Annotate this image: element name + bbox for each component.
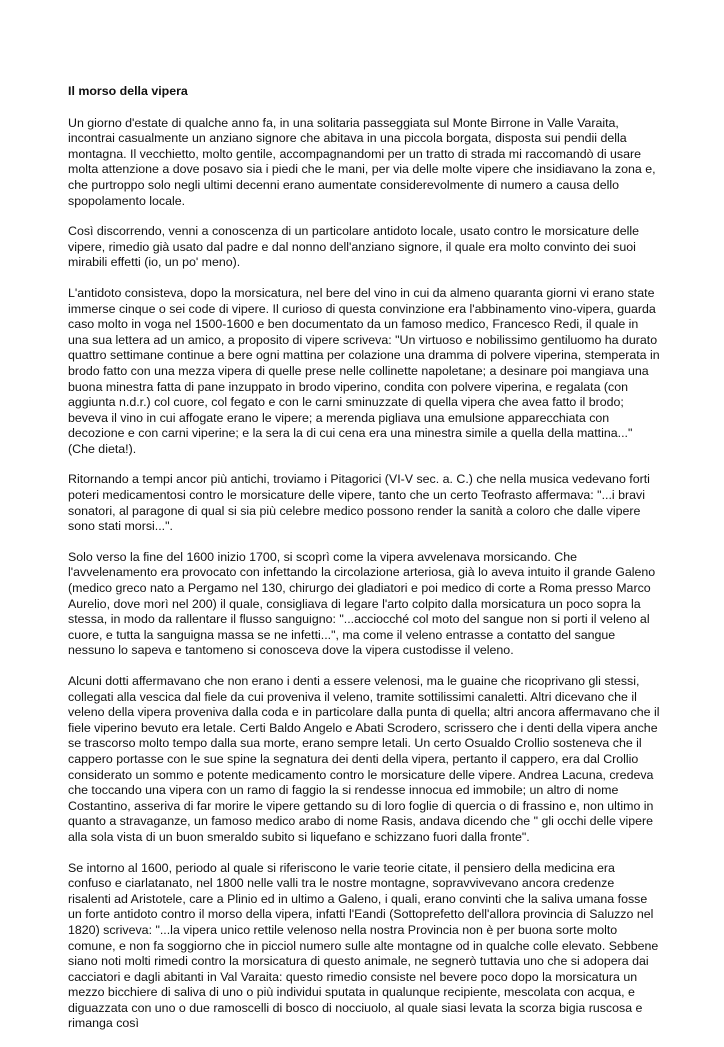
document-title: Il morso della vipera [68,84,188,98]
paragraph-6: Alcuni dotti affermavano che non erano i denti a essere velenosi, ma le guaine che ricoprivano gli stessi, collegati alla vescica dal fiele da cui proveniva il veleno, tramite sottilissimi canaletti. Altri dicevano che il veleno della vipera proveniva dalla coda e in particolare dalla punta di quella; altri ancora affermavano che il fiele viperino bevuto era letale. Certi Baldo Angelo e Abati Scrodero, scrissero che i denti della vipera anche se trascorso molto tempo dalla sua morte, erano sempre letali. Un certo Osualdo Crollio sosteneva che il cappero portasse con le sue spine la segnatura dei denti della vipera, pertanto il cappero, era dal Crollio considerato un sommo e potente medicamento contro le morsicature delle vipere. Andrea Lacuna, credeva che toccando una vipera con un ramo di faggio la si rendesse innocua ed immobile; un altro di nome Costantino, asseriva di far morire le vipere gettando su di loro foglie di quercia o di frassino e, non ultimo in quanto a stravaganze, un famoso medico arabo di nome Rasis, andava dicendo che " gli occhi delle vipere alla sola vista di un buon smeraldo subito si liquefano e schizzano fuori dalla fronte". [68,674,660,844]
document-page [68,84,660,1047]
paragraph-2: Così discorrendo, venni a conoscenza di un particolare antidoto locale, usato contro le morsicature delle vipere, rimedio già usato dal padre e dal nonno dell'anziano signore, il quale era molto convinto dei suoi mirabili effetti (io, un po' meno). [68,224,639,270]
paragraph-3: L'antidoto consisteva, dopo la morsicatura, nel bere del vino in cui da almeno quaranta giorni vi erano state immerse cinque o sei code di vipere. Il curioso di questa convinzione era l'abbinamento vino-vipera, guarda caso molto in voga nel 1500-1600 e ben documentato da un famoso medico, Francesco Redi, il quale in una sua lettera ad un amico, a proposito di vipere scriveva: "Un virtuoso e nobilissimo gentiluomo ha durato quattro settimane continue a bere ogni mattina per colazione una dramma di polvere viperina, stemperata in brodo fatto con una mezza vipera di quelle prese nelle collinette napoletane; a desinare poi mangiava una buona minestra fatta di pane inzuppato in brodo viperino, condita con polvere viperina, e regalata (con aggiunta n.d.r.) col cuore, col fegato e con le carni sminuzzate di quella vipera che avea fatto il brodo; beveva il vino in cui affogate erano le vipere; a merenda pigliava una emulsione apparecchiata con decozione e con carni viperine; e la sera la di cui cena era una minestra simile a quella della mattina..." (Che dieta!). [68,285,660,456]
paragraph-7: Se intorno al 1600, periodo al quale si riferiscono le varie teorie citate, il pensiero della medicina era confuso e ciarlatanato, nel 1800 nelle valli tra le nostre montagne, sopravvivevano ancora credenze risalenti ad Aristotele, care a Plinio ed in ultimo a Galeno, i quali, erano convinti che la saliva umana fosse un forte antidoto contro il morso della vipera, infatti l'Eandi (Sottoprefetto dell'allora provincia di Saluzzo nel 1820) scriveva: "...la vipera unico rettile velenoso nella nostra Provincia non è per buona sorte molto comune, e non fa soggiorno che in picciol numero sulle alte montagne od in qualche colle elevato. Sebbene siano noti molti rimedi contro la morsicatura di questo animale, ne segnerò tuttavia uno che si adopera dai cacciatori e dagli abitanti in Val Varaita: questo rimedio consiste nel bevere poco dopo la morsicatura un mezzo bicchiere di saliva di uno o più individui sputata in qualunque recipiente, mescolata con acqua, e diguazzata con uno o due ramoscelli di bosco di nocciuolo, al quale siasi levata la scorza bigia ruscosa e rimanga così [68,860,659,1031]
paragraph-4: Ritornando a tempi ancor più antichi, troviamo i Pitagorici (VI-V sec. a. C.) che nella musica vedevano forti poteri medicamentosi contro le morsicature delle vipere, tanto che un certo Teofrasto affermava: "...i bravi sonatori, al paragone di qual si sia più celebre medico possono render la sanità a coloro che dalle vipere sono stati morsi...". [68,472,650,534]
paragraph-1: Un giorno d'estate di qualche anno fa, in una solitaria passeggiata sul Monte Birrone in Valle Varaita, incontrai casualmente un anziano signore che abitava in una piccola borgata, disposta sui pendii della montagna. Il vecchietto, molto gentile, accompagnandomi per un tratto di strada mi raccomandò di usare molta attenzione a dove posavo sia i piedi che le mani, per via delle molte vipere che insidiavano la zona e, che purtroppo solo negli ultimi decenni erano aumentate considerevolmente di numero a causa dello spopolamento locale. [68,115,656,208]
paragraph-5: Solo verso la fine del 1600 inizio 1700, si scoprì come la vipera avvelenava morsicando. Che l'avvelenamento era provocato con infettando la circolazione arteriosa, già lo aveva intuito il grande Galeno (medico greco nato a Pergamo nel 130, chirurgo dei gladiatori e poi medico di corte a Roma presso Marco Aurelio, dove morì nel 200) il quale, consigliava di legare l'arto colpito dalla morsicatura un poco sopra la stessa, in modo da rallentare il flusso sanguigno: "...acciocché col moto del sangue non si porti il veleno al cuore, e tutta la sanguigna massa se ne infetti...", ma come il veleno entrasse a contatto del sangue nessuno lo sapeva e tantomeno si conosceva dove la vipera custodisse il veleno. [68,549,656,658]
